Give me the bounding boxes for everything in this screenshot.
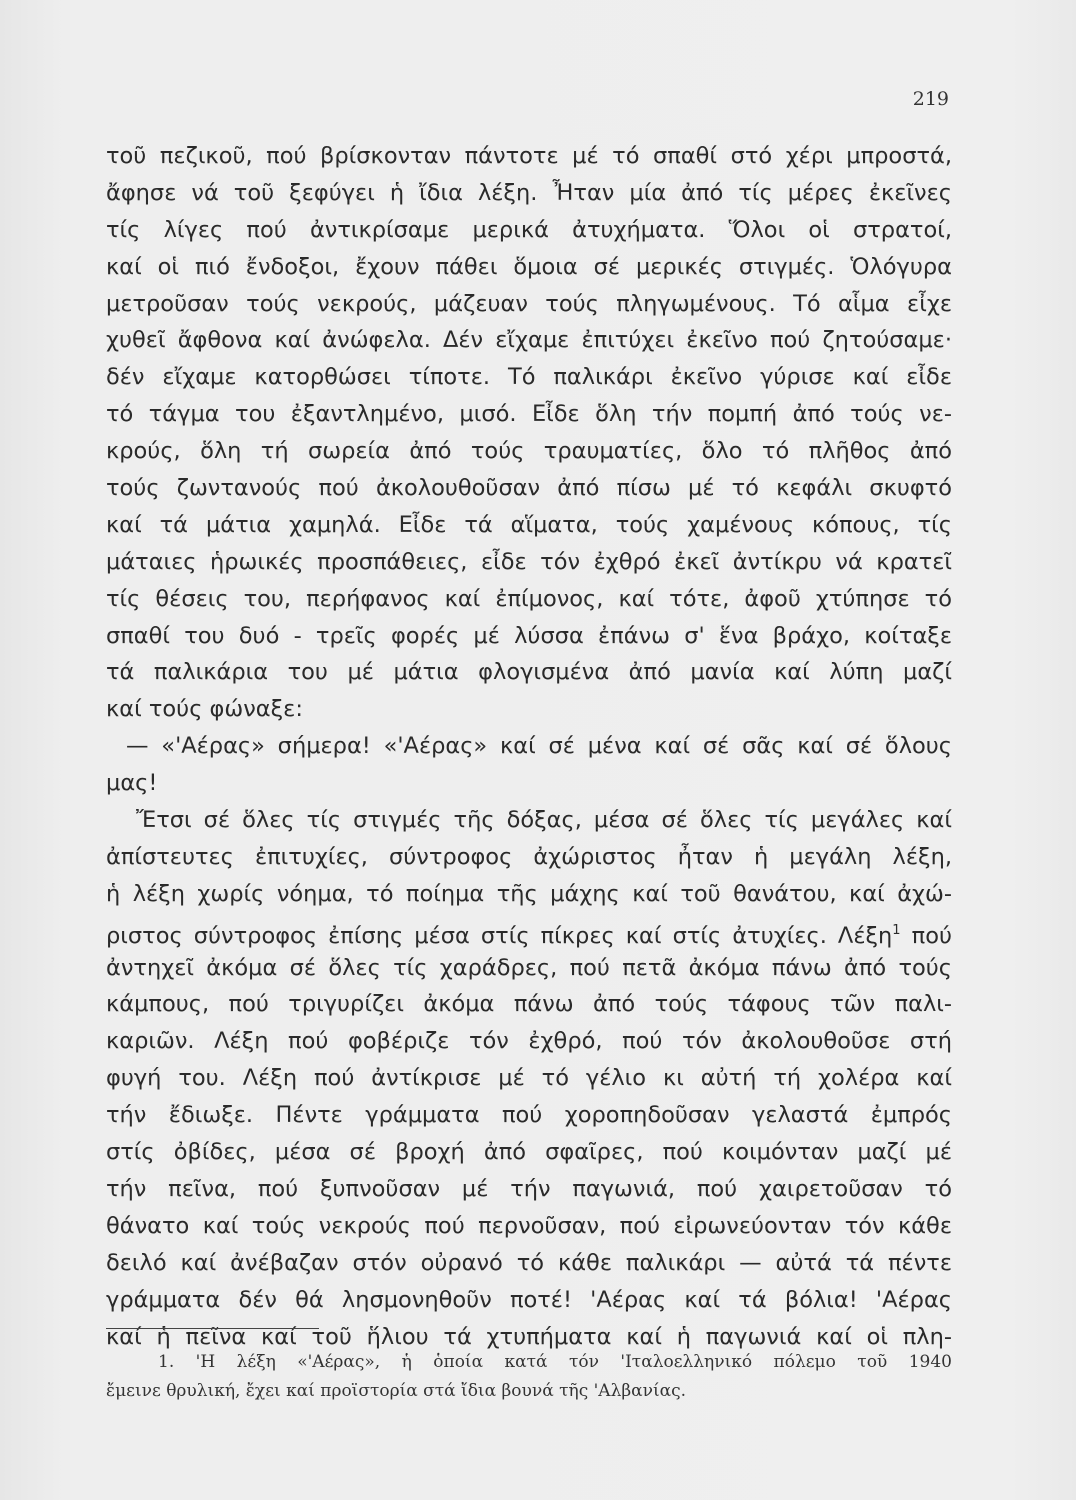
text-line: κάμπους, πού τριγυρίζει ἀκόμα πάνω ἀπό τούς τάφους τῶν παλι- bbox=[106, 991, 952, 1018]
text-line: τά παλικάρια του μέ μάτια φλογισμένα ἀπό μανία καί λύπη μαζί bbox=[106, 659, 952, 686]
text-line: φυγή του. Λέξη πού ἀντίκρισε μέ τό γέλιο κι αὐτή τή χολέρα καί bbox=[106, 1065, 952, 1092]
text-line: ἄφησε νά τοῦ ξεφύγει ἡ ἴδια λέξη. Ἦταν μία ἀπό τίς μέρες ἐκεῖνες bbox=[106, 179, 952, 206]
text-line: καί οἱ πιό ἔνδοξοι, ἔχουν πάθει ὅμοια σέ μερικές στιγμές. Ὁλόγυρα bbox=[106, 253, 952, 280]
text-line-tail: πού bbox=[900, 922, 953, 949]
text-line-content: ριστος σύντροφος ἐπίσης μέσα στίς πίκρες καί στίς ἀτυχίες. Λέξη bbox=[106, 922, 893, 949]
body-text bbox=[106, 138, 952, 1355]
text-line: τήν ἔδιωξε. Πέντε γράμματα πού χοροπηδοῦσαν γελαστά ἐμπρός bbox=[106, 1102, 952, 1129]
text-line: ἀντηχεῖ ἀκόμα σέ ὅλες τίς χαράδρες, πού πετᾶ ἀκόμα πάνω ἀπό τούς bbox=[106, 954, 952, 981]
text-line: γράμματα δέν θά λησμονηθοῦν ποτέ! 'Αέρας καί τά βόλια! 'Αέρας bbox=[106, 1286, 952, 1313]
text-line: μετροῦσαν τούς νεκρούς, μάζευαν τούς πληγωμένους. Τό αἷμα εἶχε bbox=[106, 290, 952, 317]
text-line: κρούς, ὅλη τή σωρεία ἀπό τούς τραυματίες, ὅλο τό πλῆθος ἀπό bbox=[106, 438, 952, 465]
text-line: τοῦ πεζικοῦ, πού βρίσκονταν πάντοτε μέ τό σπαθί στό χέρι μπροστά, bbox=[106, 143, 952, 169]
text-line: δέν εἴχαμε κατορθώσει τίποτε. Τό παλικάρι ἐκεῖνο γύρισε καί εἶδε bbox=[106, 364, 952, 391]
text-line: τήν πεῖνα, πού ξυπνοῦσαν μέ τήν παγωνιά, πού χαιρετοῦσαν τό bbox=[106, 1175, 952, 1202]
text-line: καί τούς φώναξε: bbox=[106, 696, 303, 723]
page-number: 219 bbox=[912, 88, 949, 110]
text-line: τίς λίγες πού ἀντικρίσαμε μερικά ἀτυχήματα. Ὅλοι οἱ στρατοί, bbox=[106, 216, 952, 243]
footnote-divider bbox=[106, 1328, 319, 1329]
text-line: μας! bbox=[106, 770, 158, 797]
footnote bbox=[106, 1348, 952, 1406]
paragraph-start-line: Ἔτσι σέ ὅλες τίς στιγμές τῆς δόξας, μέσα σέ ὅλες τίς μεγάλες καί bbox=[136, 807, 952, 834]
text-line: καριῶν. Λέξη πού φοβέριζε τόν ἐχθρό, πού τόν ἀκολουθοῦσε στή bbox=[106, 1028, 952, 1055]
text-line: δειλό καί ἀνέβαζαν στόν οὐρανό τό κάθε παλικάρι — αὐτά τά πέντε bbox=[106, 1249, 952, 1276]
text-line: σπαθί του δυό - τρεῖς φορές μέ λύσσα ἐπάνω σ' ἕνα βράχο, κοίταξε bbox=[106, 622, 952, 649]
text-line-with-footnote bbox=[106, 913, 952, 950]
footnote-line: 1. 'Η λέξη «'Αέρας», ἡ ὁποία κατά τόν 'Ιταλοελληνικό πόλεμο τοῦ 1940 bbox=[158, 1352, 952, 1372]
footnote-line: ἔμεινε θρυλική, ἔχει καί προϊστορία στά ἴδια βουνά τῆς 'Αλβανίας. bbox=[106, 1381, 687, 1401]
text-line: τό τάγμα του ἐξαντλημένο, μισό. Εἶδε ὅλη τήν πομπή ἀπό τούς νε- bbox=[106, 401, 952, 428]
footnote-marker[interactable]: 1 bbox=[892, 922, 901, 938]
text-line: στίς ὀβίδες, μέσα σέ βροχή ἀπό σφαῖρες, πού κοιμόνταν μαζί μέ bbox=[106, 1139, 952, 1166]
text-line: τούς ζωντανούς πού ἀκολουθοῦσαν ἀπό πίσω μέ τό κεφάλι σκυφτό bbox=[106, 475, 952, 502]
text-line: ἀπίστευτες ἐπιτυχίες, σύντροφος ἀχώριστος ἦταν ἡ μεγάλη λέξη, bbox=[106, 843, 952, 870]
text-line: ἡ λέξη χωρίς νόημα, τό ποίημα τῆς μάχης καί τοῦ θανάτου, καί ἀχώ- bbox=[106, 880, 952, 907]
text-line: μάταιες ἡρωικές προσπάθειες, εἶδε τόν ἐχθρό ἐκεῖ ἀντίκρυ νά κρατεῖ bbox=[106, 548, 952, 575]
dialogue-line: — «'Αέρας» σήμερα! «'Αέρας» καί σέ μένα καί σέ σᾶς καί σέ ὅλους bbox=[126, 733, 952, 760]
text-line: θάνατο καί τούς νεκρούς πού περνοῦσαν, πού εἰρωνεύονταν τόν κάθε bbox=[106, 1212, 952, 1239]
text-line: καί τά μάτια χαμηλά. Εἶδε τά αἵματα, τούς χαμένους κόπους, τίς bbox=[106, 511, 952, 538]
text-line: τίς θέσεις του, περήφανος καί ἐπίμονος, καί τότε, ἀφοῦ χτύπησε τό bbox=[106, 585, 952, 612]
text-line: καί ἡ πεῖνα καί τοῦ ἥλιου τά χτυπήματα καί ἡ παγωνιά καί οἱ πλη- bbox=[106, 1323, 952, 1350]
text-line: χυθεῖ ἄφθονα καί ἀνώφελα. Δέν εἴχαμε ἐπιτύχει ἐκεῖνο πού ζητούσαμε· bbox=[106, 327, 952, 354]
